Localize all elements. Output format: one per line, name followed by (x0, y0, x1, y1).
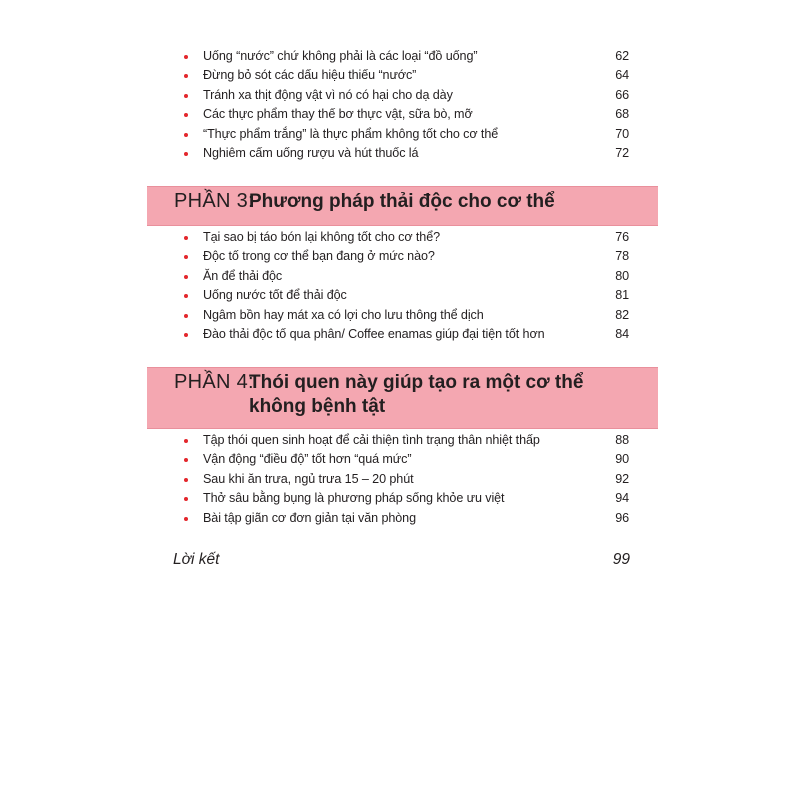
entry-page-number: 68 (615, 107, 629, 122)
part-4-title-line: không bệnh tật (249, 396, 386, 417)
entry-page-number: 82 (615, 307, 629, 322)
entry-page-number: 62 (615, 49, 629, 63)
entry-title: Ăn để thải độc (203, 268, 283, 283)
entry-page-number: 76 (615, 230, 629, 244)
toc-entry[interactable] (184, 105, 630, 124)
toc-entry[interactable] (184, 431, 630, 450)
entry-title: Độc tố trong cơ thể bạn đang ở mức nào? (203, 249, 435, 264)
bullet-icon (184, 517, 188, 521)
entry-page-number: 64 (615, 68, 629, 83)
entry-title: Vận động “điều độ” tốt hơn “quá mức” (203, 452, 412, 467)
entry-title: Đào thải độc tố qua phân/ Coffee enamas giúp đại tiện tốt hơn (203, 326, 545, 341)
toc-closing-entry[interactable] (173, 551, 630, 573)
part-3-header (147, 186, 658, 226)
toc-entry[interactable] (184, 125, 630, 144)
bullet-icon (184, 94, 188, 98)
toc-entry-list-part-4 (184, 431, 630, 528)
toc-entry-list-top (184, 47, 630, 163)
bullet-icon (184, 294, 188, 298)
bullet-icon (184, 55, 188, 59)
entry-title: Đừng bỏ sót các dấu hiệu thiếu “nước” (203, 68, 417, 83)
toc-entry[interactable] (184, 489, 630, 508)
entry-page-number: 78 (615, 249, 629, 264)
closing-page-number: 99 (612, 551, 630, 568)
toc-entry[interactable] (184, 86, 630, 105)
closing-title: Lời kết (173, 551, 220, 568)
entry-page-number: 84 (615, 326, 629, 341)
bullet-icon (184, 314, 188, 318)
entry-title: “Thực phẩm trắng” là thực phẩm không tốt cho cơ thể (203, 126, 499, 141)
toc-entry[interactable] (184, 247, 630, 266)
toc-entry[interactable] (184, 66, 630, 85)
bullet-icon (184, 113, 188, 117)
bullet-icon (184, 478, 188, 482)
part-3-prefix: PHẦN 3: (174, 190, 254, 212)
toc-entry[interactable] (184, 267, 630, 286)
part-4-title (249, 371, 649, 419)
toc-entry[interactable] (184, 228, 630, 247)
entry-page-number: 88 (615, 433, 629, 447)
part-4-title-line: Thói quen này giúp tạo ra một cơ thể (249, 372, 584, 393)
entry-page-number: 94 (615, 491, 629, 506)
entry-page-number: 80 (615, 268, 629, 283)
entry-page-number: 90 (615, 452, 629, 467)
entry-title: Bài tập giãn cơ đơn giản tại văn phòng (203, 510, 416, 525)
part-4-header (147, 367, 658, 429)
entry-title: Tránh xa thịt động vật vì nó có hại cho dạ dày (203, 87, 453, 102)
entry-title: Uống nước tốt để thải độc (203, 288, 347, 303)
toc-entry[interactable] (184, 306, 630, 325)
entry-title: Sau khi ăn trưa, ngủ trưa 15 – 20 phút (203, 471, 414, 486)
entry-page-number: 72 (615, 145, 629, 160)
bullet-icon (184, 458, 188, 462)
bullet-icon (184, 439, 188, 443)
toc-entry[interactable] (184, 509, 630, 528)
toc-entry[interactable] (184, 450, 630, 469)
bullet-icon (184, 497, 188, 501)
toc-entry-list-part-3 (184, 228, 630, 344)
part-3-title (249, 190, 649, 214)
toc-entry[interactable] (184, 144, 630, 163)
part-3-title-line: Phương pháp thải độc cho cơ thể (249, 191, 555, 212)
entry-page-number: 66 (615, 87, 629, 102)
part-4-prefix: PHẦN 4: (174, 371, 254, 393)
entry-title: Nghiêm cấm uống rượu và hút thuốc lá (203, 145, 419, 160)
bullet-icon (184, 152, 188, 156)
bullet-icon (184, 275, 188, 279)
entry-title: Uống “nước” chứ không phải là các loại “đồ uống” (203, 49, 478, 63)
bullet-icon (184, 333, 188, 337)
entry-page-number: 96 (615, 510, 629, 525)
bullet-icon (184, 74, 188, 78)
entry-page-number: 70 (615, 126, 629, 141)
bullet-icon (184, 255, 188, 259)
toc-entry[interactable] (184, 286, 630, 305)
toc-entry[interactable] (184, 47, 630, 66)
toc-entry[interactable] (184, 470, 630, 489)
entry-page-number: 92 (615, 471, 629, 486)
bullet-icon (184, 133, 188, 137)
entry-title: Tại sao bị táo bón lại không tốt cho cơ thể? (203, 230, 440, 244)
entry-page-number: 81 (615, 288, 629, 303)
entry-title: Các thực phẩm thay thế bơ thực vật, sữa bò, mỡ (203, 107, 473, 122)
bullet-icon (184, 236, 188, 240)
entry-title: Tập thói quen sinh hoạt để cải thiện tình trạng thân nhiệt thấp (203, 433, 540, 447)
entry-title: Thở sâu bằng bụng là phương pháp sống khỏe ưu việt (203, 491, 505, 506)
entry-title: Ngâm bồn hay mát xa có lợi cho lưu thông thể dịch (203, 307, 484, 322)
toc-entry[interactable] (184, 325, 630, 344)
